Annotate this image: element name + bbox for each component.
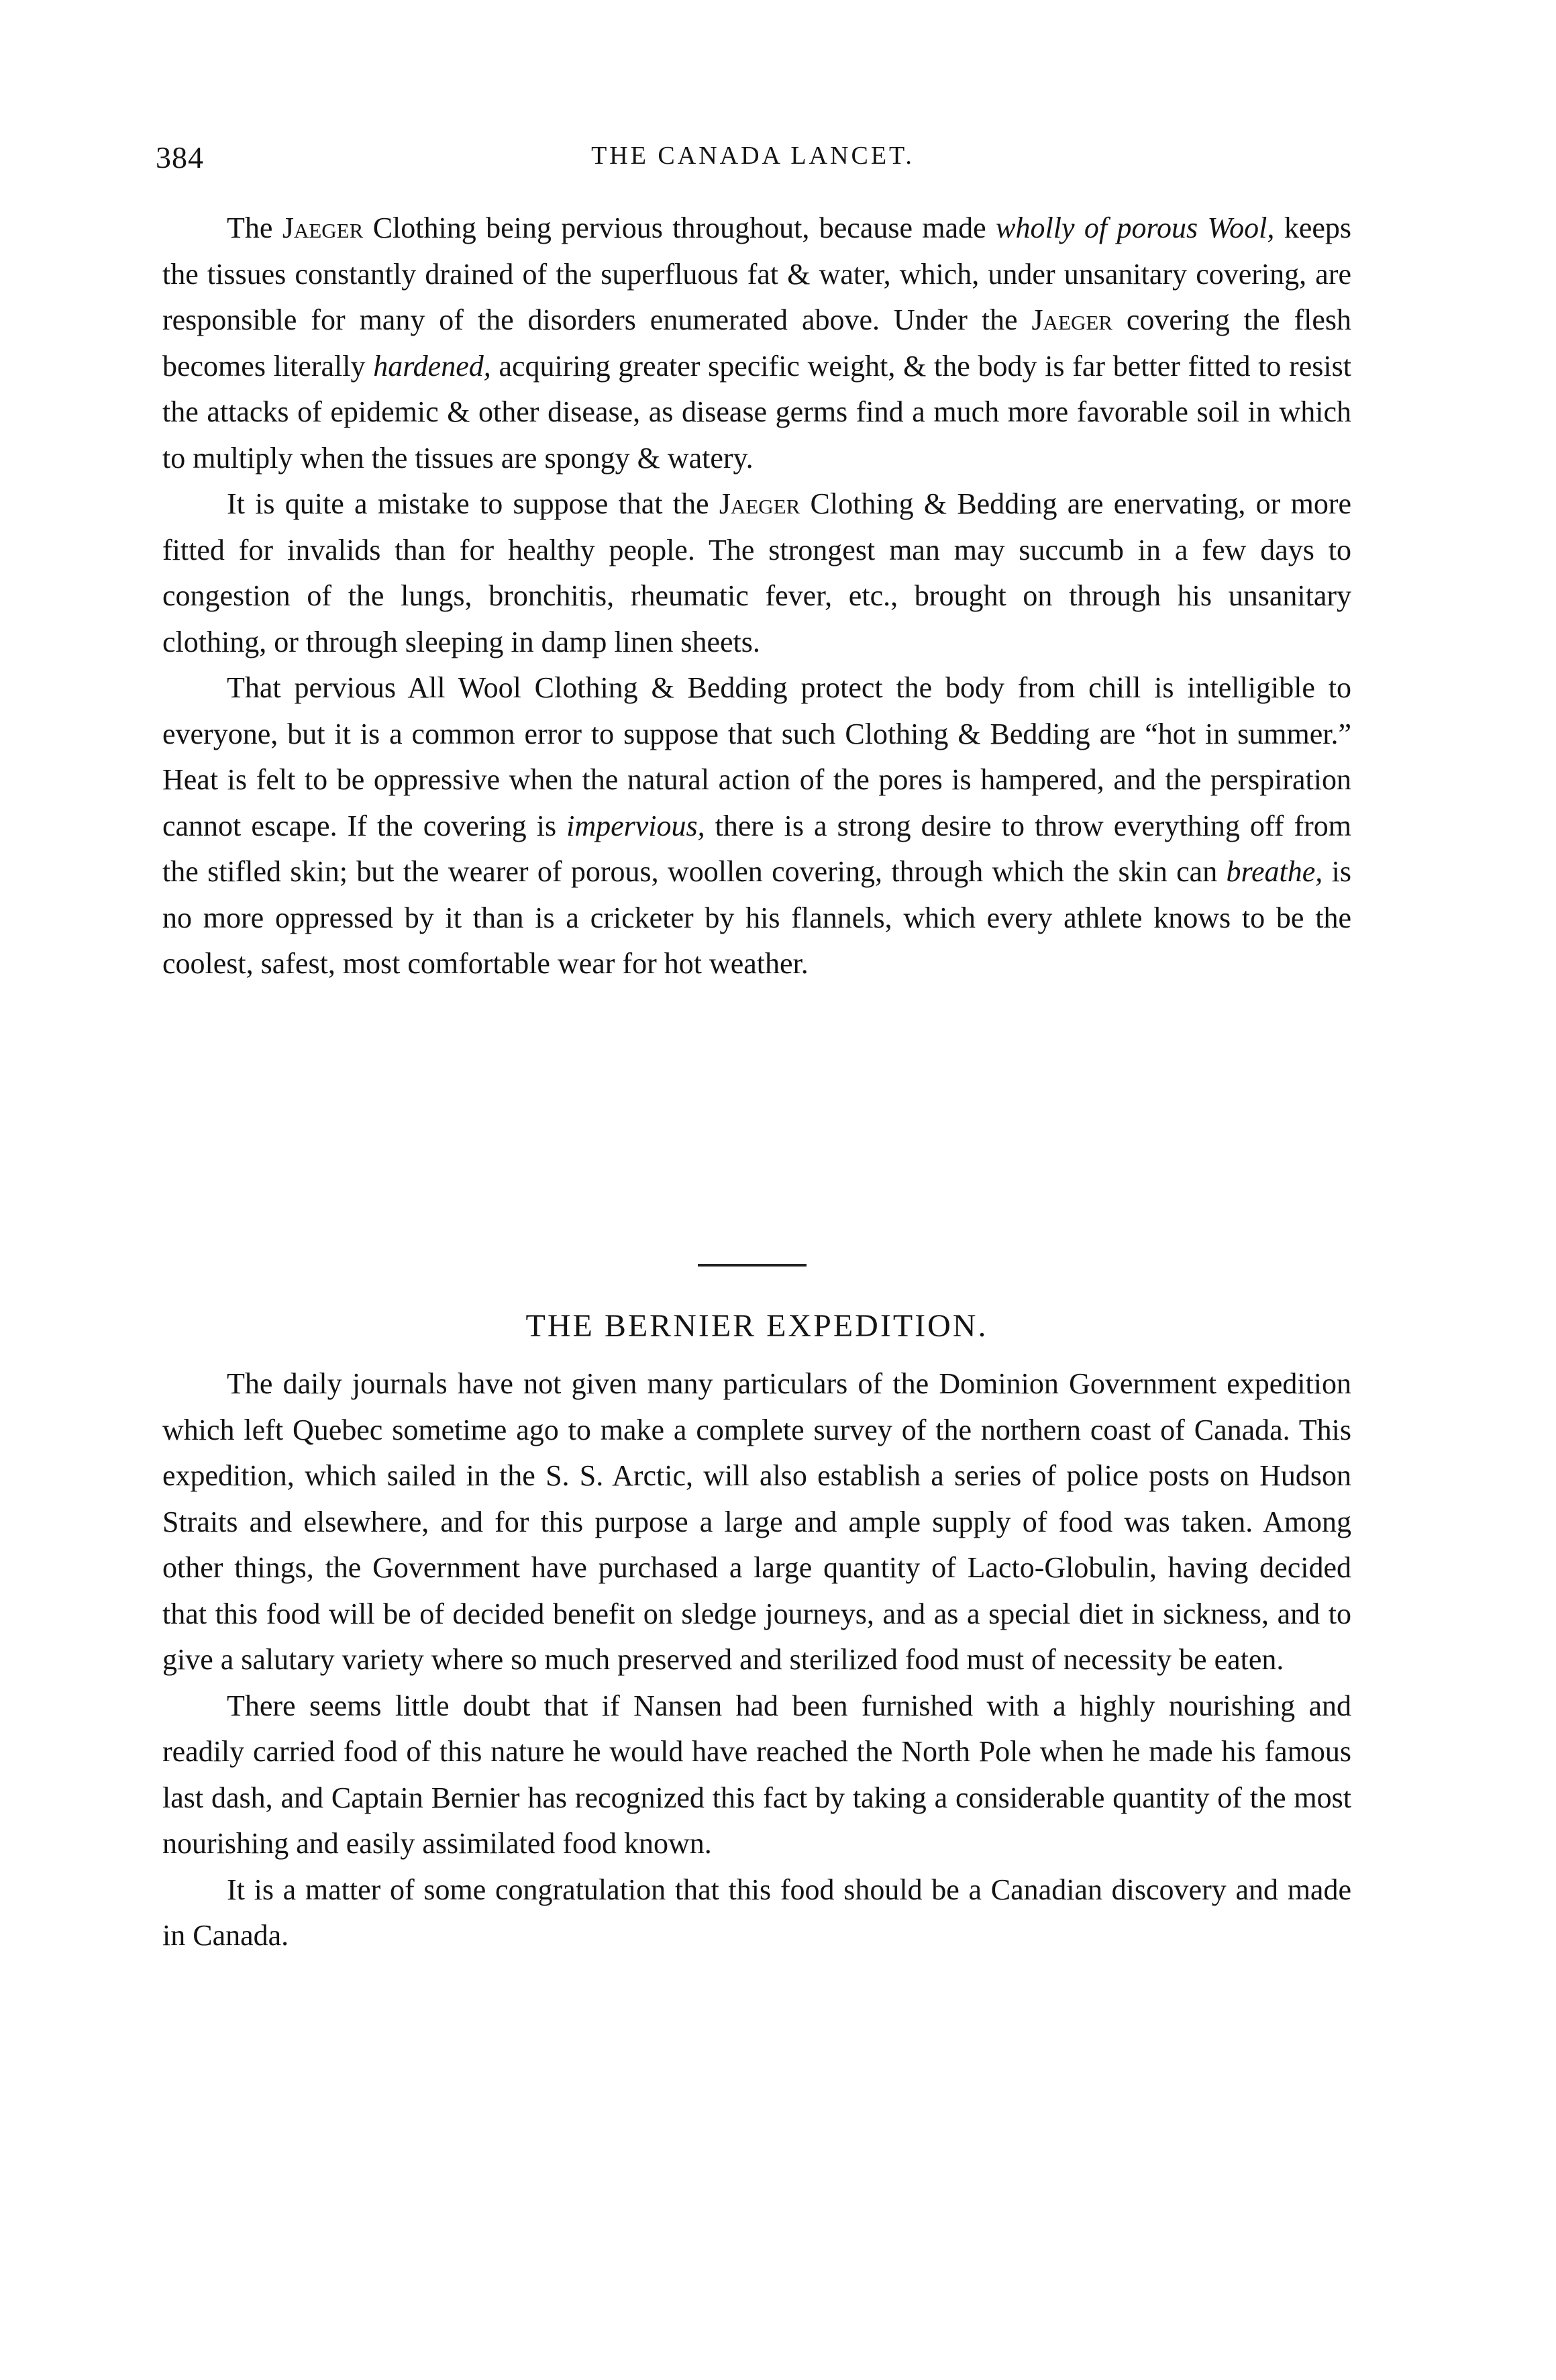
bernier-paragraph-3: It is a matter of some congratulation that this food should be a Canadian discovery and made in Canada. [162,1873,1351,1952]
jaeger-brand-name: Jaeger [1031,303,1112,336]
running-head [156,132,1350,179]
bernier-article-text [162,1361,1351,1959]
page-number: 384 [156,140,204,175]
bernier-paragraph-1: The daily journals have not given many particulars of the Dominion Government expedition which left Quebec sometime ago to make a complete survey of the northern coast of Canada. This expedition, which sailed in the S. S. Arctic, will also establish a series of police posts on Hudson Straits and elsewhere, and for this purpose a large and ample supply of food was taken. Among other things, the Government have purchased a large quantity of Lacto-Globulin, having decided that this food will be of decided benefit on sledge journeys, and as a special diet in sickness, and to give a salutary variety where so much preserved and sterilized food must of necessity be eaten. [162,1367,1351,1676]
section-title: THE BERNIER EXPEDITION. [525,1308,988,1344]
emphasis-text: impervious, [566,809,705,842]
emphasis-text: breathe, [1226,855,1323,888]
jaeger-paragraph-2: It is quite a mistake to suppose that the Jaeger Clothing & Bedding are enervating, or more fitted for invalids than for healthy people. The strongest man may succumb in a few days to congestion of the lungs, bronchitis, rheumatic fever, etc., brought on through his unsanitary clothing, or through sleeping in damp linen sheets. [162,487,1351,658]
jaeger-paragraph-1: The Jaeger Clothing being pervious throughout, because made wholly of porous Wool, keeps the tissues constantly drained of the superfluous fat & water, which, under unsanitary covering, are responsible for many of the disorders enumerated above. Under the Jaeger covering the flesh becomes literally hardened, acquiring greater specific weight, & the body is far better fitted to resist the attacks of epidemic & other disease, as disease germs find a much more favorable soil in which to multiply when the tissues are spongy & watery. [162,211,1352,475]
jaeger-paragraph-3: That pervious All Wool Clothing & Bedding protect the body from chill is intelligible to everyone, but it is a common error to suppose that such Clothing & Bedding are “hot in summer.” Heat is felt to be oppressive when the natural action of the pores is hampered, and the perspiration cannot escape. If the covering is impervious, there is a strong desire to throw everything off from the stifled skin; but the wearer of porous, woollen covering, through which the skin can breathe, is no more oppressed by it than is a cricketer by his flannels, which every athlete knows to be the coolest, safest, most comfortable wear for hot weather. [162,671,1351,980]
emphasis-text: wholly of porous Wool, [996,211,1275,244]
jaeger-brand-name: Jaeger [282,211,364,244]
emphasis-text: hardened, [373,349,491,383]
bernier-paragraph-2: There seems little doubt that if Nansen had been furnished with a highly nourishing and readily carried food of this nature he would have reached the North Pole when he made his famous last dash, and Captain Bernier has recognized this fact by taking a considerable quantity of the most nourishing and easily assimilated food known. [162,1689,1351,1860]
journal-title: THE CANADA LANCET. [591,142,915,170]
section-divider [698,1264,807,1267]
jaeger-advertisement-text [162,205,1351,987]
jaeger-brand-name: Jaeger [719,487,800,520]
